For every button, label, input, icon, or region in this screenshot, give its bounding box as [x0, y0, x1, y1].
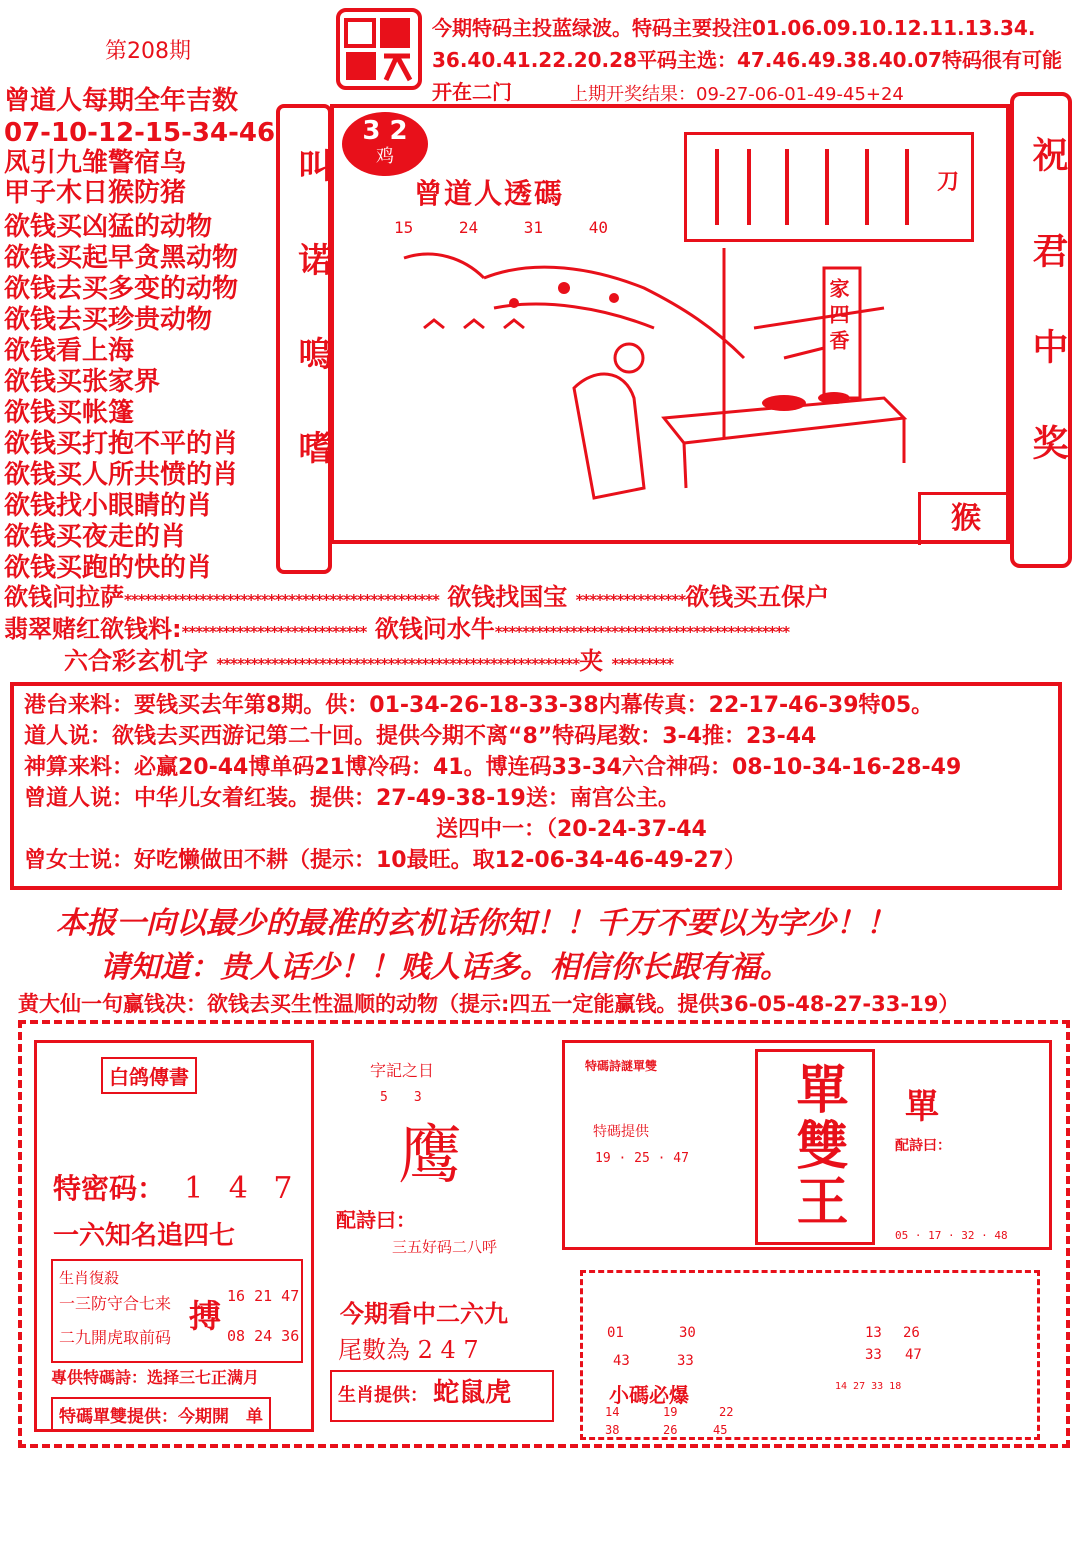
- bottom-right-bottom-panel: [580, 1270, 1040, 1440]
- mid-nums: 5 3: [380, 1090, 422, 1105]
- tema-label: 特密码：: [53, 1172, 166, 1205]
- notice-board: [684, 132, 974, 242]
- bottom-left-panel: [34, 1040, 314, 1432]
- grid-right-4: 47: [905, 1347, 922, 1363]
- hint-item: 欲钱去买珍贵动物: [4, 305, 213, 335]
- right-bottom-nums: 05 · 17 · 32 · 48: [895, 1229, 1008, 1242]
- lucky-numbers: 07-10-12-15-34-46: [4, 118, 276, 148]
- hint-item: 欲钱去买多变的动物: [4, 274, 239, 304]
- hint-item: 欲钱买起早贪黑动物: [4, 243, 239, 273]
- grid-bottom-1: 14: [605, 1405, 620, 1419]
- xiaoma: 小碼必爆: [609, 1383, 689, 1407]
- info-line-6: 曾女士说：好吃懒做田不耕（提示：10最旺。取12-06-34-46-49-27）: [24, 848, 746, 873]
- hint-item: 欲钱买夜走的肖: [4, 522, 187, 552]
- zodiac-line-1: 一三防守合七来: [59, 1294, 172, 1313]
- header-line-2: 36.40.41.22.20.28平码主选：47.46.49.38.40.07特码很有可能: [432, 48, 1062, 72]
- star-line-1-a: 欲钱问拉萨: [4, 583, 124, 611]
- right-scroll: [1010, 92, 1072, 568]
- bo-nums-2: 08 24 36: [227, 1327, 300, 1345]
- star-line-3: 六合彩玄机字 *****************************************************夹 *********: [64, 647, 674, 675]
- tema-value: 1 4 7: [184, 1171, 301, 1206]
- issue-number: 第208期: [105, 39, 191, 64]
- pigeon-title: 白鸽傳書: [101, 1057, 197, 1094]
- hint-item: 欲钱买帐篷: [4, 398, 135, 428]
- grid-bottom-4: 38: [605, 1423, 620, 1437]
- notice-sign-char: 刀: [937, 170, 960, 195]
- hint-list: [4, 212, 238, 584]
- grid-left-4: 33: [677, 1353, 694, 1369]
- slogan-2: 请知道：贵人话少！！贱人话多。相信你长跟有福。: [100, 950, 790, 985]
- hint-item: 欲钱买打抱不平的肖: [4, 429, 239, 459]
- notice-board-lines: [687, 135, 971, 239]
- gold-line: 14 27 33 18: [835, 1381, 902, 1392]
- lucky-title: 曾道人每期全年吉数: [4, 86, 239, 116]
- zodiac-box: [51, 1259, 303, 1363]
- grid-right-2: 26: [903, 1325, 920, 1341]
- tema-provide: 特碼提供: [593, 1124, 649, 1140]
- bo-nums-1: 16 21 47: [227, 1287, 300, 1305]
- dsw-box: [755, 1049, 875, 1245]
- grid-left-1: 01: [607, 1325, 624, 1341]
- bo-char: 搏: [189, 1297, 222, 1335]
- header-line-1: 今期特码主投蓝绿波。特码主要投注01.06.09.10.12.11.13.34.: [432, 16, 1036, 40]
- grid-right-1: 13: [865, 1325, 882, 1341]
- last-result: 上期开奖结果：09-27-06-01-49-45+24: [570, 84, 904, 105]
- zodiac-line-2: 二九開虎取前码: [59, 1328, 172, 1347]
- picture-caption: 曾道人透碼: [414, 177, 565, 210]
- star-line-2: 翡翠赌红欲钱料:*************************** 欲钱问水牛*******************************************: [4, 615, 790, 643]
- grid-bottom-3: 22: [719, 1405, 734, 1419]
- sx-value: 蛇鼠虎: [433, 1378, 512, 1408]
- poem-line-1: 凤引九雏警宿乌: [4, 148, 187, 178]
- peishi-line: 三五好码二八呼: [392, 1238, 498, 1256]
- star-line-3-a: 六合彩玄机字: [64, 647, 208, 675]
- star-line-2-b: 欲钱问水牛: [374, 615, 495, 643]
- star-line-1-c: 欲钱买五保户: [685, 583, 830, 611]
- grid-right-3: 33: [865, 1347, 882, 1363]
- star-line-3-b: 夹: [579, 647, 604, 675]
- big-chars: 單雙王: [787, 1062, 848, 1230]
- scene-illustration: [364, 248, 964, 538]
- tema-row: [53, 1167, 300, 1207]
- star-line-1: 欲钱问拉萨********************************************** 欲钱找国宝 ****************欲钱买五保户: [4, 583, 830, 611]
- right-title: 特碼詩謎單雙: [585, 1059, 658, 1073]
- star-line-2-a: 翡翠赌红欲钱料:: [4, 615, 182, 643]
- corner-zodiac-box: [918, 492, 1011, 545]
- bottom-middle-panel: [326, 1040, 556, 1432]
- info-line-2: 道人说：欲钱去买西游记第二十回。提供今期不离“8”特码尾数：3-4推：23-44: [24, 724, 817, 749]
- single-double: 特碼單雙提供：今期開 单: [51, 1397, 271, 1432]
- left-scroll: [276, 104, 332, 574]
- grid-bottom-6: 45: [713, 1423, 728, 1437]
- left-scroll-text: 叫诺嗚嗜: [292, 148, 332, 524]
- dan-char: 單: [905, 1087, 939, 1127]
- info-line-4: 曾道人说：中华儿女着红装。提供：27-49-38-19送：南宫公主。: [24, 786, 680, 811]
- bottom-right-top-panel: [562, 1040, 1052, 1250]
- logo-stamp: [336, 8, 422, 90]
- sx-box: [330, 1370, 554, 1422]
- slogan-1: 本报一向以最少的最准的玄机话你知！！千万不要以为字少！！: [56, 906, 896, 941]
- badge-zodiac: 鸡: [376, 146, 394, 167]
- corner-zodiac: 猴: [951, 501, 981, 536]
- grid-bottom-5: 26: [663, 1423, 678, 1437]
- wall-scroll-text: 家四香: [826, 278, 850, 356]
- hint-item: 欲钱看上海: [4, 336, 135, 366]
- star-line-1-b: 欲钱找国宝: [447, 583, 568, 611]
- info-line-3: 神算来料：必赢20-44博单码21博冷码：41。博连码33-34六合神码：08-10-34-16-28-49: [24, 755, 962, 780]
- kanzhong: 今期看中二六九: [340, 1299, 508, 1328]
- logo-icon: [340, 12, 418, 86]
- poem-line-2: 甲子木日猴防猪: [4, 178, 187, 208]
- huang-tip: 黄大仙一句赢钱决：欲钱去买生性温顺的动物（提示:四五一定能赢钱。提供36-05-48-27-33-19）: [18, 992, 960, 1016]
- grid-left-3: 43: [613, 1353, 630, 1369]
- mid-top-label: 字記之日: [370, 1061, 435, 1080]
- info-box: [10, 682, 1062, 890]
- zodiac-badge: [342, 112, 428, 176]
- hint-item: 欲钱买人所共愤的肖: [4, 460, 239, 490]
- tema-poem: 一六知名追四七: [53, 1221, 236, 1251]
- weishu: 尾數為 2 4 7: [338, 1336, 479, 1364]
- picture-panel: [330, 104, 1010, 544]
- picture-numbers: 15 24 31 40: [394, 218, 608, 237]
- header-line-3: 开在二门: [432, 80, 512, 104]
- grid-bottom-2: 19: [663, 1405, 678, 1419]
- info-line-5: 送四中一：（20-24-37-44: [436, 817, 707, 842]
- grid-left-2: 30: [679, 1325, 696, 1341]
- right-nums: 19 · 25 · 47: [595, 1151, 689, 1166]
- hint-item: 欲钱找小眼睛的肖: [4, 491, 213, 521]
- mid-big-char: 鹰: [398, 1119, 462, 1193]
- zodiac-label: 生肖復殺: [59, 1269, 120, 1287]
- hint-item: 欲钱买跑的快的肖: [4, 553, 213, 583]
- peishi-label: 配詩曰：: [336, 1208, 416, 1232]
- right-scroll-text: 祝君中奖: [1027, 136, 1068, 520]
- badge-number: 3 2: [362, 116, 408, 146]
- sx-label: 生肖提供：: [338, 1385, 428, 1406]
- info-line-1: 港台来料：要钱买去年第8期。供：01-34-26-18-33-38内幕传真：22-17-46-39特05。: [24, 693, 934, 718]
- peishi-2: 配詩曰：: [895, 1138, 951, 1154]
- hint-item: 欲钱买张家界: [4, 367, 161, 397]
- special-poem: 專供特碼詩：选择三七正满月: [51, 1368, 260, 1387]
- hint-item: 欲钱买凶猛的动物: [4, 212, 213, 242]
